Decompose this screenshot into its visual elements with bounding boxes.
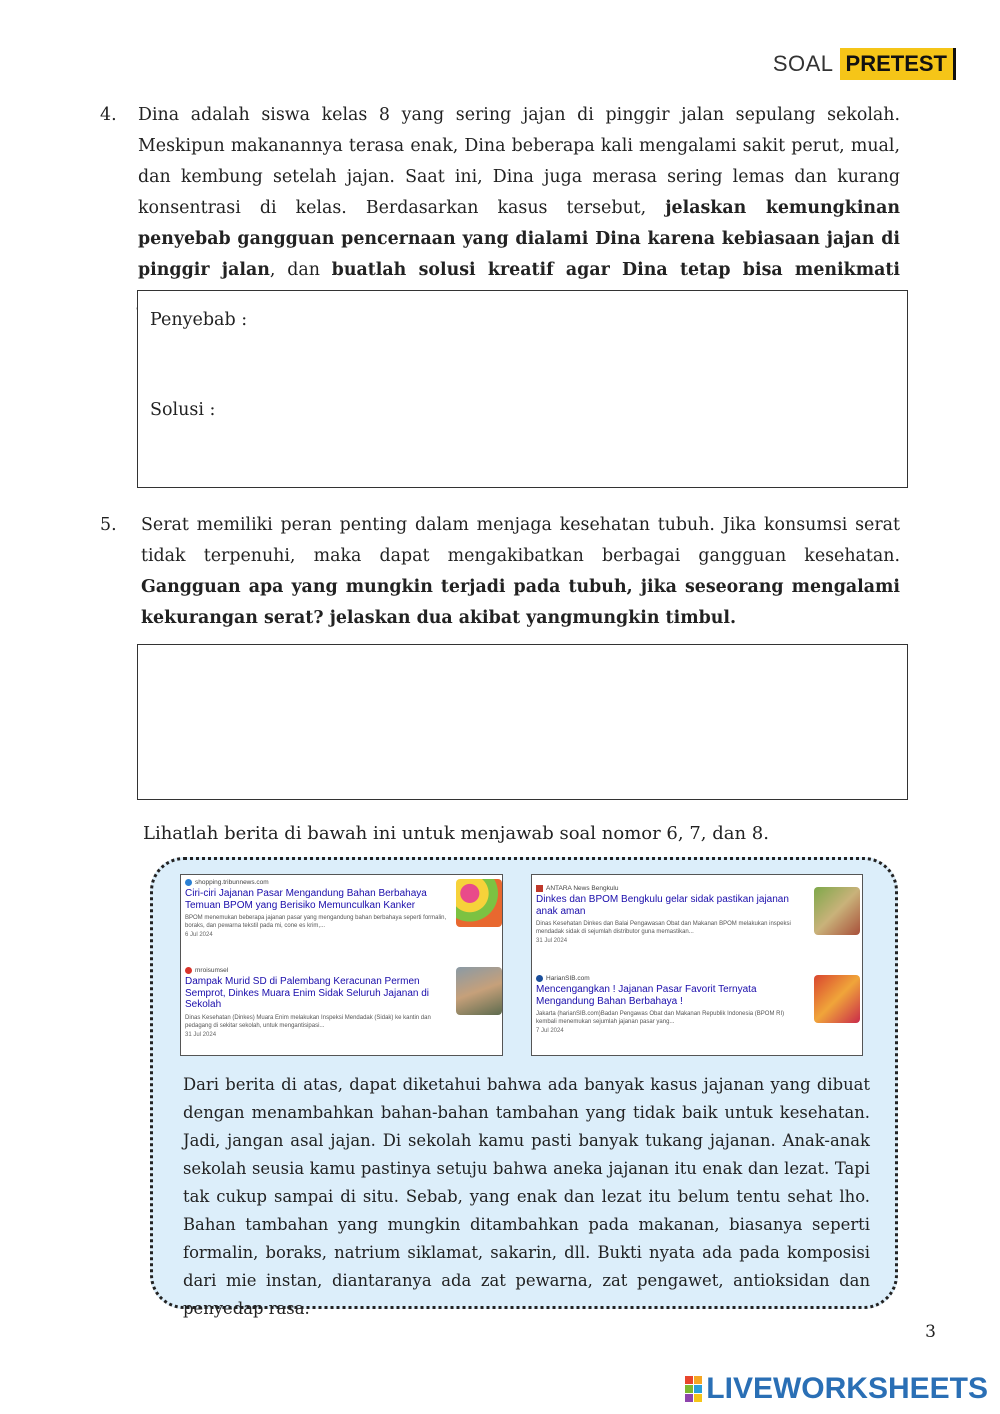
question-emphasis: Gangguan apa yang mungkin terjadi pada tubuh, jika seseorang mengalami kekurangan serat? jelaskan dua akibat yangmungkin timbul. — [141, 577, 900, 628]
question-4 — [100, 100, 900, 317]
news-snippet: Dinas Kesehatan (Dinkes) Muara Enim melakukan Inspeksi Mendadak (Sidak) ke kantin dan pedagang di sekitar sekolah, untuk mengantisipasi... — [185, 1014, 431, 1029]
label-penyebab: Penyebab : — [150, 310, 248, 330]
news-source: HarianSIB.com — [546, 975, 590, 982]
news-title: Dampak Murid SD di Palembang Keracunan Permen Semprot, Dinkes Muara Enim Sidak Seluruh Jajanan di Sekolah — [185, 976, 430, 1010]
page-number: 3 — [925, 1322, 936, 1342]
source-logo-icon — [185, 967, 192, 974]
question-number: 5. — [100, 515, 117, 535]
footer-brand: LIVEWORKSHEETS — [706, 1372, 988, 1405]
news-date: 6 Jul 2024 — [185, 932, 213, 938]
news-intro: Lihatlah berita di bawah ini untuk menjawab soal nomor 6, 7, dan 8. — [143, 823, 769, 844]
question-text — [138, 100, 900, 317]
jajanan-pasar-thumbnail — [814, 975, 860, 1023]
news-source: mroisumsel — [195, 967, 229, 974]
question-5 — [100, 510, 900, 634]
news-title: Mencengangkan ! Jajanan Pasar Favorit Ternyata Mengandung Bahan Berbahaya ! — [536, 984, 757, 1007]
news-item — [185, 967, 450, 1038]
news-item — [536, 885, 806, 944]
news-item — [185, 879, 450, 938]
answer-box-5[interactable] — [137, 644, 908, 800]
question-emphasis: jelaskan kemungkinan penyebab gangguan pencernaan yang dialami Dina karena kebiasaan jajan di pinggir jalan — [138, 198, 900, 280]
news-summary-paragraph: Dari berita di atas, dapat diketahui bahwa ada banyak kasus jajanan yang dibuat dengan menambahkan bahan-bahan tambahan yang tidak baik untuk kesehatan. Jadi, jangan asal jajan. Di sekolah kamu pasti banyak tukang jajanan. Anak-anak sekolah seusia kamu pastinya setuju bahwa aneka jajanan itu enak dan lezat. Tapi tak cukup sampai di situ. Sebab, yang enak dan lezat itu belum tentu sehat lho. Bahan tambahan yang mungkin ditambahkan pada makanan, biasanya seperti formalin, boraks, natrium siklamat, sakarin, dll. Bukti nyata ada pada komposisi dari mie instan, diantaranya ada zat pewarna, zat pengawet, antioksidan dan penyedap rasa. — [183, 1075, 870, 1318]
jajanan-thumbnail — [456, 879, 502, 927]
header-pretest-badge: PRETEST — [840, 48, 956, 80]
school-photo-thumbnail — [456, 967, 502, 1015]
news-date: 31 Jul 2024 — [536, 938, 568, 944]
news-screenshot-right — [531, 874, 863, 1056]
page-header — [773, 48, 956, 80]
news-date: 31 Jul 2024 — [185, 1031, 217, 1038]
news-snippet: BPOM menemukan beberapa jajanan pasar yang mengandung bahan berbahaya seperti formalin, boraks, dan pewarna tekstil pada mi, cone es krim,... — [185, 915, 447, 929]
question-text-part: Dina adalah siswa kelas 8 yang sering jajan di pinggir jalan sepulang sekolah. Meskipun makanannya terasa enak, Dina beberapa kali mengalami sakit perut, mual, dan kembung setelah jajan. Saat ini, Dina juga merasa sering lemas dan kurang konsentrasi di kelas. Berdasarkan kasus tersebut, — [138, 105, 900, 218]
news-source: shopping.tribunnews.com — [195, 879, 269, 886]
news-source: ANTARA News Bengkulu — [546, 885, 619, 892]
label-solusi: Solusi : — [150, 400, 216, 420]
antara-logo-icon — [536, 885, 543, 892]
question-number: 4. — [100, 105, 117, 125]
source-logo-icon — [536, 975, 543, 982]
question-emphasis: buatlah solusi kreatif agar Dina tetap bisa menikmati — [331, 260, 901, 280]
liveworksheets-footer — [685, 1372, 988, 1406]
header-soal: SOAL — [772, 51, 834, 76]
question-text-part: Serat memiliki peran penting dalam menjaga kesehatan tubuh. Jika konsumsi serat tidak terpenuhi, maka dapat mengakibatkan berbagai gangguan kesehatan. — [141, 515, 900, 566]
liveworksheets-logo-icon — [685, 1376, 702, 1402]
news-snippet: Jakarta (harianSIB.com)Badan Pengawas Obat dan Makanan Republik Indonesia (BPOM RI) kembali menemukan sejumlah jajanan pasar yang... — [536, 1011, 785, 1025]
question-text — [141, 510, 900, 634]
news-screenshot-left — [180, 874, 503, 1056]
news-item — [536, 975, 806, 1034]
answer-box-4[interactable] — [137, 290, 908, 488]
question-text-part: , dan — [269, 260, 332, 280]
news-title: Dinkes dan BPOM Bengkulu gelar sidak pastikan jajanan anak aman — [536, 894, 789, 917]
news-snippet: Dinas Kesehatan Dinkes dan Balai Pengawasan Obat dan Makanan BPOM melakukan inspeksi mendadak sidak di sejumlah distributor guna memastikan... — [536, 921, 791, 935]
news-date: 7 Jul 2024 — [536, 1028, 564, 1034]
globe-icon — [185, 879, 192, 886]
news-title: Ciri-ciri Jajanan Pasar Mengandung Bahan Berbahaya Temuan BPOM yang Berisiko Memunculkan Kanker — [185, 888, 427, 911]
sidak-photo-thumbnail — [814, 887, 860, 935]
